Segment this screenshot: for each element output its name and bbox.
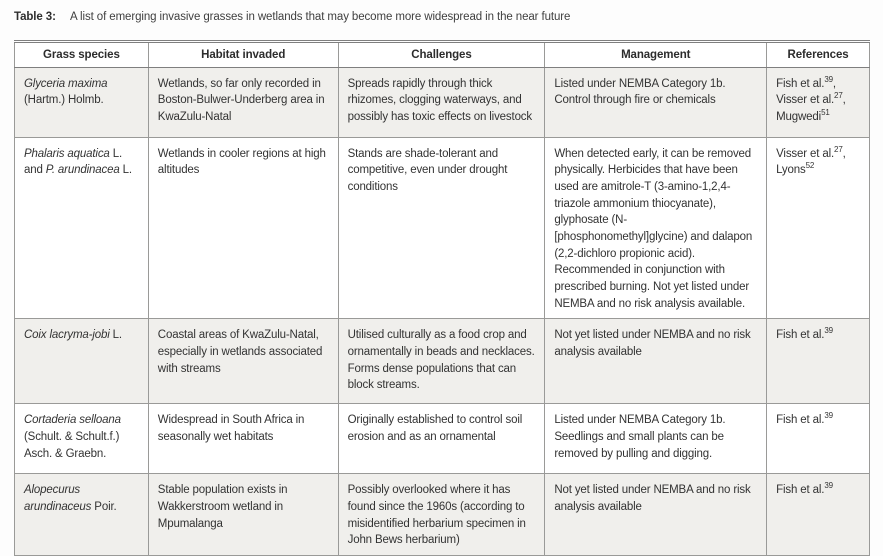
species-name: Phalaris aquatica: [24, 147, 110, 160]
species-authority: L. and: [24, 147, 123, 177]
reference-citation: Mugwedi$^{51}$: [776, 108, 830, 123]
species-authority: (Hartm.) Holmb.: [24, 94, 104, 107]
species-authority: L.: [109, 329, 122, 342]
species-cell: [15, 404, 149, 474]
management-cell: Listed under NEMBA Category 1b. Seedlings and small plants can be removed by pulling and digging.: [545, 404, 767, 474]
species-name: Alopecurus arundinaceus: [24, 484, 92, 513]
table-caption-text: A list of emerging invasive grasses in wetlands that may become more widespread in the near future: [70, 11, 571, 23]
challenges-cell: Possibly overlooked where it has found since the 1960s (according to misidentified herbarium specimen in John Bews herbarium): [338, 474, 545, 556]
challenges-cell: Originally established to control soil erosion and as an ornamental: [338, 404, 545, 474]
reference-number: 39: [824, 411, 833, 421]
species-cell: [15, 137, 149, 319]
references-cell: [767, 319, 870, 404]
column-header-grass-species: Grass species: [15, 43, 149, 67]
column-header-challenges: Challenges: [338, 43, 545, 67]
reference-citation: Visser et al.$^{27}$: [776, 144, 843, 160]
habitat-cell: Wetlands, so far only recorded in Boston-Bulwer-Underberg area in KwaZulu-Natal: [148, 67, 338, 137]
references-cell: Visser et al.$^{27}$, Lyons$^{52}$: [767, 137, 870, 319]
table-caption: [14, 11, 869, 23]
reference-citation: Fish et al.$^{39}$: [776, 481, 833, 497]
species-name: Glyceria maxima: [24, 77, 108, 90]
table-row: [15, 67, 870, 137]
species-name: P. arundinacea: [45, 164, 120, 177]
management-cell: When detected early, it can be removed physically. Herbicides that have been used are amitrole-T (3-amino-1,2,4-triazole ammonium thiocyanate), glyphosate (N-[phosphonomethyl]glycine) and dalapon (2,2-dichloro propionic acid). Recommended in conjunction with prescribed burning. Not yet listed under NEMBA and no risk analysis available.: [545, 137, 767, 319]
habitat-cell: Coastal areas of KwaZulu-Natal, especially in wetlands associated with streams: [148, 319, 338, 404]
reference-number: 39: [824, 326, 833, 336]
reference-number: 39: [824, 481, 833, 491]
challenges-cell: Stands are shade-tolerant and competitive, even under drought conditions: [338, 137, 545, 319]
table-row: [15, 319, 870, 404]
table-header-row: [15, 43, 870, 67]
reference-citation: Fish et al.$^{39}$: [776, 411, 833, 427]
table-row: [15, 404, 870, 474]
column-header-habitat-invaded: Habitat invaded: [148, 43, 338, 67]
reference-citation: Visser et al.$^{27}$: [776, 91, 843, 107]
species-authority: (Schult. & Schult.f.) Asch. & Graebn.: [24, 430, 120, 460]
reference-number: 51: [821, 108, 830, 118]
column-header-management: Management: [545, 43, 767, 67]
habitat-cell: Stable population exists in Wakkerstroom wetland in Mpumalanga: [148, 474, 338, 556]
reference-number: 27: [834, 144, 843, 154]
references-cell: [767, 474, 870, 556]
table-row: [15, 474, 870, 556]
habitat-cell: Wetlands in cooler regions at high altitudes: [148, 137, 338, 319]
species-name: Coix lacryma-jobi: [24, 329, 110, 342]
species-cell: [15, 319, 149, 404]
species-authority: L.: [119, 164, 132, 177]
reference-number: 27: [834, 91, 843, 101]
reference-number: 52: [805, 161, 815, 171]
species-name: Cortaderia selloana: [24, 414, 121, 427]
reference-citation: Lyons$^{52}$: [776, 161, 815, 177]
references-cell: Fish et al.$^{39}$, Visser et al.$^{27}$, Mugwedi$^{51}$: [767, 67, 870, 137]
invasive-grasses-table-wrapper: [14, 40, 870, 556]
species-cell: [15, 67, 149, 137]
species-cell: [15, 474, 149, 556]
column-header-references: References: [767, 43, 870, 67]
table-row: [15, 137, 870, 319]
challenges-cell: Spreads rapidly through thick rhizomes, clogging waterways, and possibly has toxic effects on livestock: [338, 67, 545, 137]
management-cell: Listed under NEMBA Category 1b. Control through fire or chemicals: [545, 67, 767, 137]
table-caption-label: Table 3:: [14, 11, 56, 23]
invasive-grasses-table: [14, 43, 870, 556]
management-cell: Not yet listed under NEMBA and no risk analysis available: [545, 319, 767, 404]
reference-number: 39: [824, 74, 833, 84]
references-cell: [767, 404, 870, 474]
reference-citation: Fish et al.$^{39}$: [776, 326, 833, 342]
reference-citation: Fish et al.$^{39}$: [776, 74, 833, 90]
management-cell: Not yet listed under NEMBA and no risk analysis available: [545, 474, 767, 556]
species-authority: Poir.: [91, 500, 117, 513]
challenges-cell: Utilised culturally as a food crop and ornamentally in beads and necklaces. Forms dense populations that can block streams.: [338, 319, 545, 404]
habitat-cell: Widespread in South Africa in seasonally wet habitats: [148, 404, 338, 474]
